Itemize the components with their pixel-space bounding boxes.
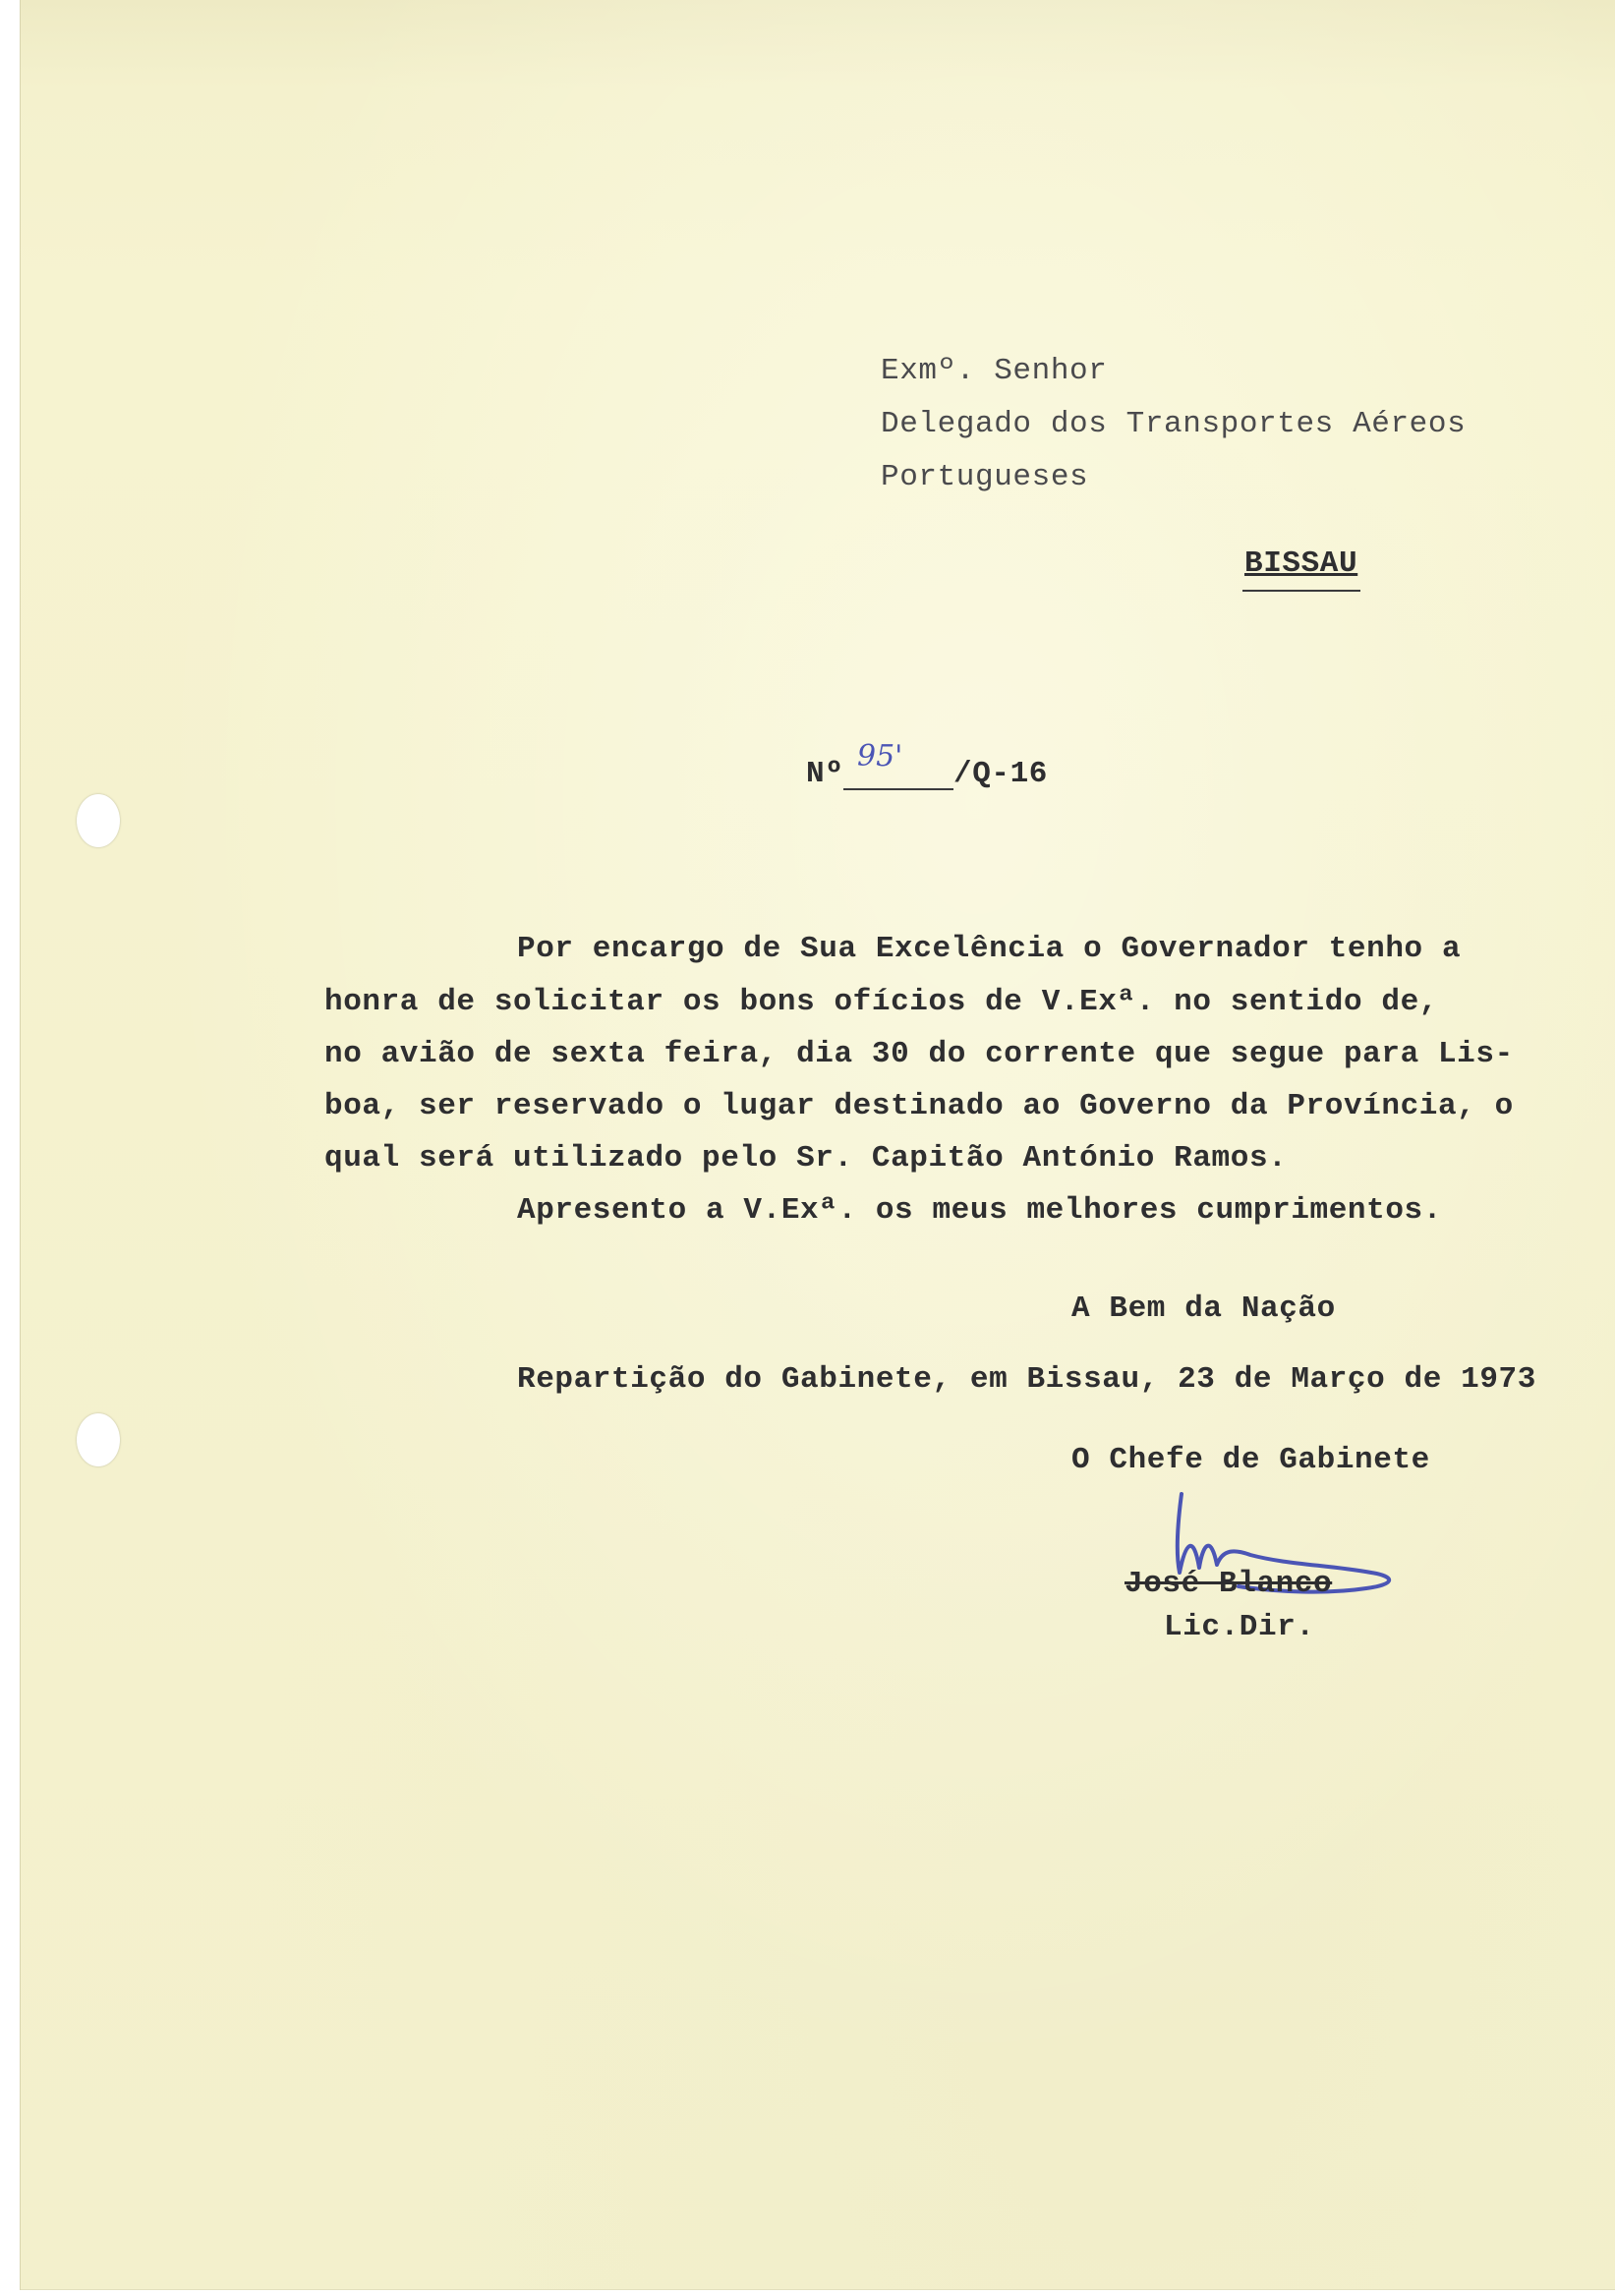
reference-suffix: /Q-16 [953,757,1049,791]
motto: A Bem da Nação [1071,1292,1336,1326]
body-closing-line: Apresento a V.Exª. os meus melhores cumprimentos. [517,1193,1442,1228]
reference-prefix: Nº [806,757,844,791]
punch-hole-bottom [77,1413,120,1466]
body-line-3: no avião de sexta feira, dia 30 do corrente que segue para Lis- [324,1037,1514,1071]
addressee-salutation: Exmº. Senhor [881,354,1108,388]
place-date: Repartição do Gabinete, em Bissau, 23 de Março de 1973 [517,1362,1536,1397]
signatory-role: O Chefe de Gabinete [1071,1443,1430,1477]
body-line-2: honra de solicitar os bons ofícios de V.Exª. no sentido de, [324,985,1438,1019]
signatory-title: Lic.Dir. [1164,1610,1315,1644]
addressee-line-2: Delegado dos Transportes Aéreos [881,407,1467,441]
letter-sheet [20,0,1615,2290]
signatory-name: José Blanco [1125,1567,1333,1601]
reference-handwritten-number: 95' [857,739,903,774]
body-line-4: boa, ser reservado o lugar destinado ao Governo da Província, o [324,1089,1514,1123]
body-line-1: Por encargo de Sua Excelência o Governador tenho a [517,932,1462,966]
city-double-underline [1242,590,1360,592]
reference-number-line [843,788,953,790]
addressee-line-3: Portugueses [881,460,1089,494]
addressee-city: BISSAU [1244,546,1358,581]
body-line-5: qual será utilizado pelo Sr. Capitão António Ramos. [324,1141,1288,1176]
punch-hole-top [77,794,120,847]
